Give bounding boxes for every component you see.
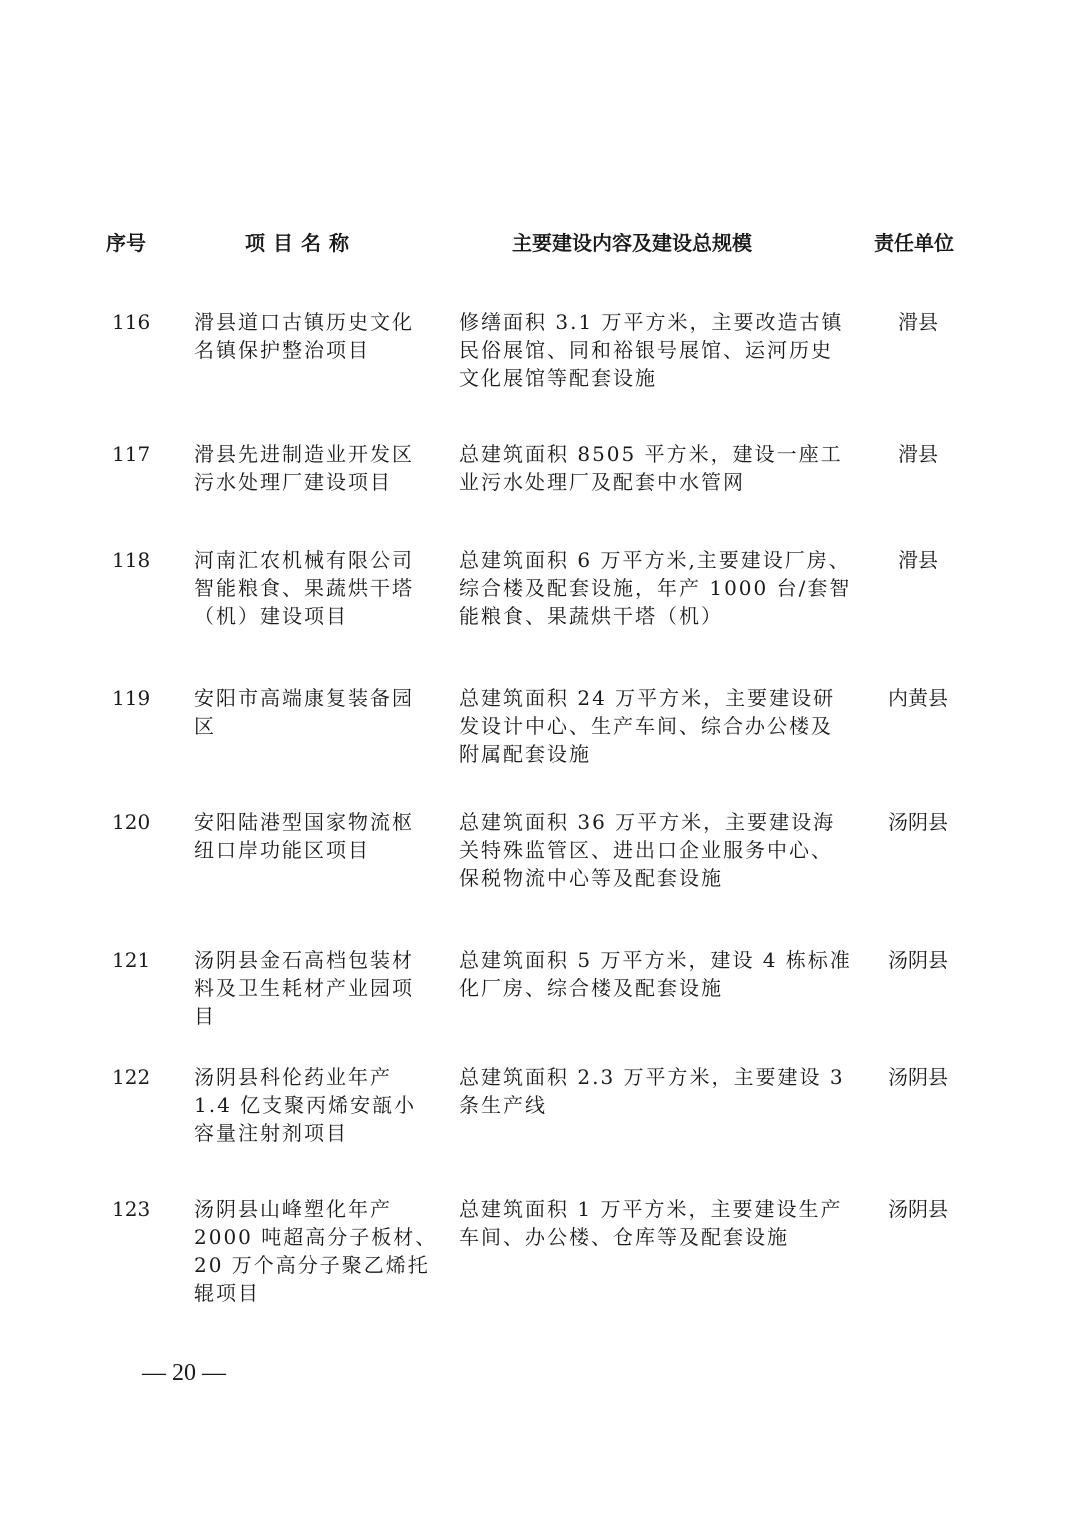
row-unit: 汤阴县 <box>888 1065 948 1089</box>
content-line: 条生产线 <box>459 1093 547 1117</box>
row-project-name <box>194 1195 438 1307</box>
row-project-name <box>194 1063 422 1147</box>
name-line: 容量注射剂项目 <box>194 1121 348 1145</box>
name-line: 滑县道口古镇历史文化 <box>194 310 414 334</box>
header-name: 项目名称 <box>245 231 357 255</box>
content-line: 民俗展馆、同和裕银号展馆、运河历史 <box>459 338 833 362</box>
content-line: 总建筑面积 24 万平方米，主要建设研 <box>459 686 836 710</box>
content-line: 附属配套设施 <box>459 742 591 766</box>
row-project-name <box>194 546 422 630</box>
content-line: 总建筑面积 8505 平方米，建设一座工 <box>459 442 843 466</box>
row-seq: 117 <box>112 442 151 466</box>
table-header <box>0 228 1080 262</box>
content-line: 总建筑面积 5 万平方米，建设 4 栋标准 <box>459 948 852 972</box>
name-line: 辊项目 <box>194 1281 260 1305</box>
name-line: 纽口岸功能区项目 <box>194 838 370 862</box>
name-line: 污水处理厂建设项目 <box>194 470 392 494</box>
row-seq: 122 <box>112 1065 151 1089</box>
content-line: 车间、办公楼、仓库等及配套设施 <box>459 1225 789 1249</box>
header-content: 主要建设内容及建设总规模 <box>512 231 752 255</box>
row-project-name <box>194 684 422 740</box>
row-project-name <box>194 308 422 364</box>
name-line: 汤阴县山峰塑化年产 <box>194 1197 392 1221</box>
name-line: 滑县先进制造业开发区 <box>194 442 414 466</box>
header-unit: 责任单位 <box>874 231 954 255</box>
row-project-name <box>194 440 422 496</box>
name-line: 名镇保护整治项目 <box>194 338 370 362</box>
row-content <box>459 1195 843 1251</box>
name-line: 河南汇农机械有限公司 <box>194 548 414 572</box>
row-content <box>459 946 852 1002</box>
page-number: — 20 — <box>142 1360 226 1386</box>
row-seq: 119 <box>112 686 151 710</box>
row-unit: 汤阴县 <box>888 810 948 834</box>
name-line: 目 <box>194 1004 216 1028</box>
row-unit: 汤阴县 <box>888 948 948 972</box>
row-unit: 汤阴县 <box>888 1197 948 1221</box>
row-content <box>459 308 844 392</box>
row-unit: 滑县 <box>898 548 938 572</box>
content-line: 化厂房、综合楼及配套设施 <box>459 976 723 1000</box>
row-content <box>459 684 836 768</box>
row-content <box>459 546 852 630</box>
row-unit: 滑县 <box>898 310 938 334</box>
name-line: 1.4 亿支聚丙烯安瓿小 <box>194 1093 417 1117</box>
row-content <box>459 808 836 892</box>
row-seq: 116 <box>112 310 151 334</box>
row-seq: 121 <box>112 948 151 972</box>
name-line: 安阳陆港型国家物流枢 <box>194 810 414 834</box>
name-line: 2000 吨超高分子板材、 <box>194 1225 438 1249</box>
content-line: 总建筑面积 36 万平方米，主要建设海 <box>459 810 836 834</box>
name-line: 料及卫生耗材产业园项 <box>194 976 414 1000</box>
name-line: 汤阴县科伦药业年产 <box>194 1065 392 1089</box>
content-line: 总建筑面积 1 万平方米，主要建设生产 <box>459 1197 843 1221</box>
name-line: 智能粮食、果蔬烘干塔 <box>194 576 414 600</box>
name-line: 汤阴县金石高档包装材 <box>194 948 414 972</box>
row-content <box>459 1063 845 1119</box>
content-line: 文化展馆等配套设施 <box>459 366 657 390</box>
row-unit: 内黄县 <box>888 686 948 710</box>
row-project-name <box>194 808 422 864</box>
row-seq: 118 <box>112 548 151 572</box>
row-unit: 滑县 <box>898 442 938 466</box>
content-line: 关特殊监管区、进出口企业服务中心、 <box>459 838 833 862</box>
name-line: （机）建设项目 <box>194 604 348 628</box>
name-line: 20 万个高分子聚乙烯托 <box>194 1253 430 1277</box>
row-seq: 120 <box>112 810 151 834</box>
content-line: 保税物流中心等及配套设施 <box>459 866 723 890</box>
name-line: 区 <box>194 714 216 738</box>
header-seq: 序号 <box>106 231 146 255</box>
content-line: 总建筑面积 6 万平方米,主要建设厂房、 <box>459 548 851 572</box>
row-seq: 123 <box>112 1197 151 1221</box>
name-line: 安阳市高端康复装备园 <box>194 686 414 710</box>
content-line: 综合楼及配套设施，年产 1000 台/套智 <box>459 576 852 600</box>
content-line: 能粮食、果蔬烘干塔（机） <box>459 604 723 628</box>
row-content <box>459 440 843 496</box>
content-line: 发设计中心、生产车间、综合办公楼及 <box>459 714 833 738</box>
content-line: 业污水处理厂及配套中水管网 <box>459 470 745 494</box>
content-line: 修缮面积 3.1 万平方米，主要改造古镇 <box>459 310 844 334</box>
content-line: 总建筑面积 2.3 万平方米，主要建设 3 <box>459 1065 845 1089</box>
row-project-name <box>194 946 422 1030</box>
